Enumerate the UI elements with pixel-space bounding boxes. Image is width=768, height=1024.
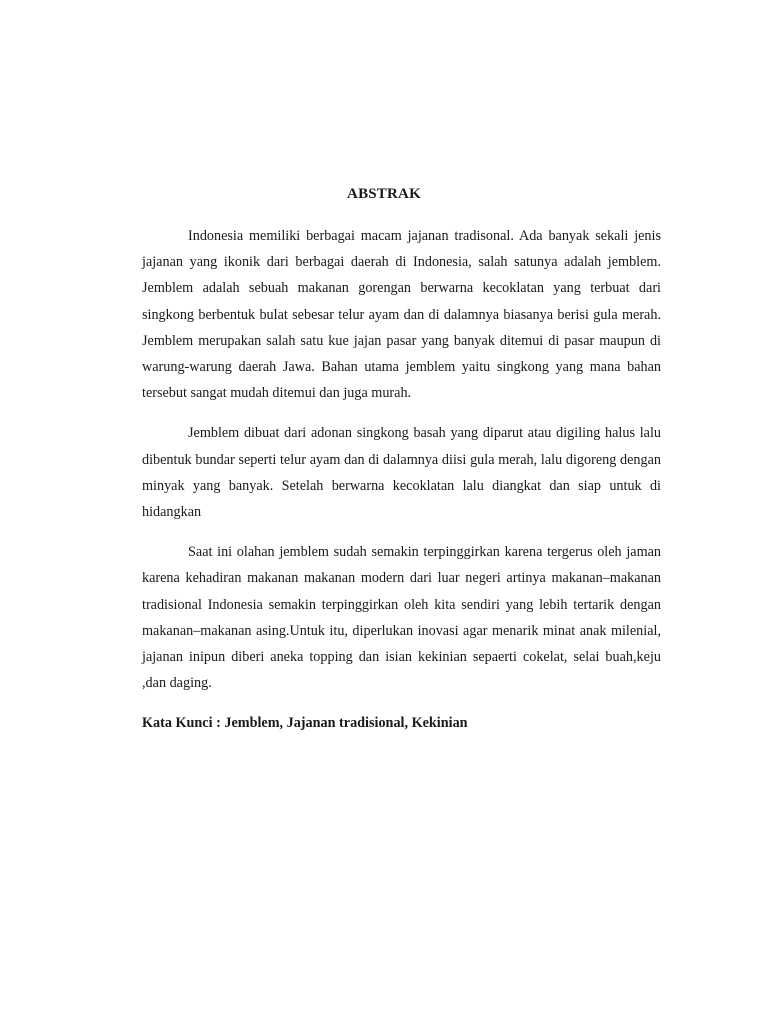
abstract-body	[142, 223, 661, 736]
paragraph-3: Saat ini olahan jemblem sudah semakin terpinggirkan karena tergerus oleh jaman karena kehadiran makanan makanan modern dari luar negeri artinya makanan–makanan tradisional Indonesia semakin terpinggirkan oleh kita sendiri yang lebih tertarik dengan makanan–makanan asing.Untuk itu, diperlukan inovasi agar menarik minat anak milenial, jajanan inipun diberi aneka topping dan isian kekinian sepaerti cokelat, selai buah,keju ,dan daging.	[142, 544, 661, 692]
paragraph-1: Indonesia memiliki berbagai macam jajanan tradisonal. Ada banyak sekali jenis jajanan yang ikonik dari berbagai daerah di Indonesia, salah satunya adalah jemblem. Jemblem adalah sebuah makanan gorengan berwarna kecoklatan yang terbuat dari singkong berbentuk bulat sebesar telur ayam dan di dalamnya biasanya berisi gula merah. Jemblem merupakan salah satu kue jajan pasar yang banyak ditemui di pasar maupun di warung-warung daerah Jawa. Bahan utama jemblem yaitu singkong yang mana bahan tersebut sangat mudah ditemui dan juga murah.	[142, 228, 661, 402]
keywords-line: Kata Kunci : Jemblem, Jajanan tradisional, Kekinian	[142, 715, 468, 732]
page-title: ABSTRAK	[347, 186, 421, 202]
paragraph-2: Jemblem dibuat dari adonan singkong basah yang diparut atau digiling halus lalu dibentuk bundar seperti telur ayam dan di dalamnya diisi gula merah, lalu digoreng dengan minyak yang banyak. Setelah berwarna kecoklatan lalu diangkat dan siap untuk di hidangkan	[142, 425, 661, 521]
